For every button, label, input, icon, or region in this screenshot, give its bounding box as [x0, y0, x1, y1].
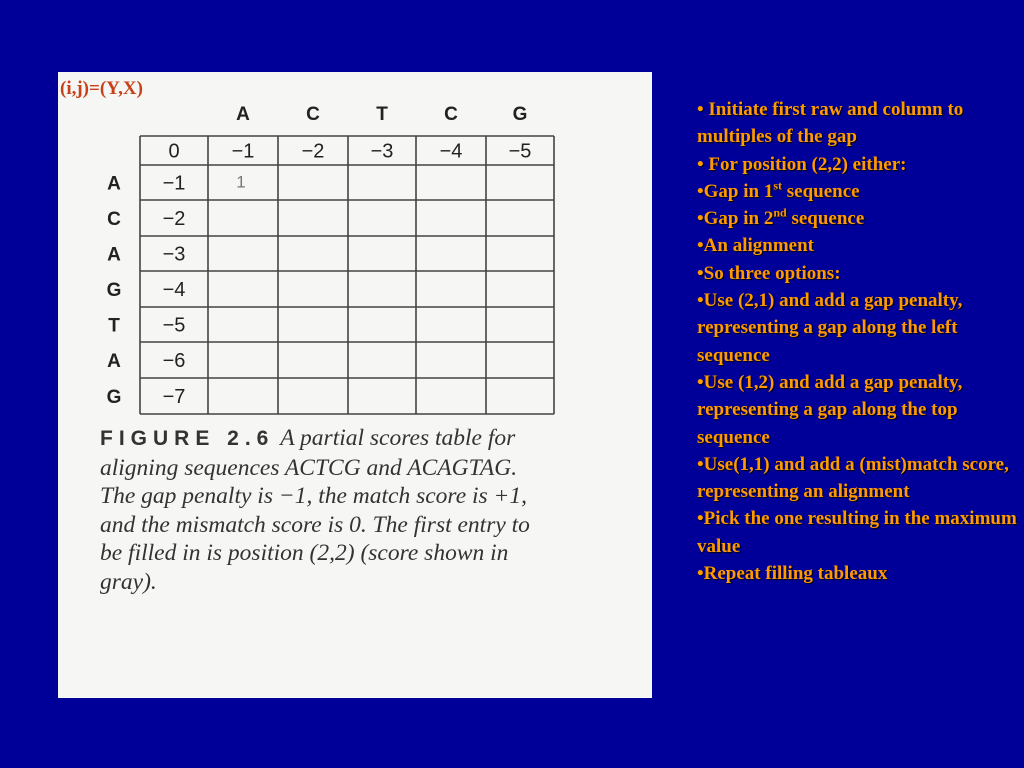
table-cell: −4 [439, 140, 463, 163]
figure-caption-text: A partial scores table for aligning sequences ACTCG and ACAGTAG. The gap penalty is −1, the match score is +1, and the mismatch score is 0. The first entry to be filled in is position (2,2) (score shown in gray). [100, 425, 530, 595]
bullet-item: •Pick the one resulting in the maximum value [697, 508, 1017, 557]
table-cell: −5 [162, 314, 186, 337]
column-label: T [376, 104, 388, 125]
column-labels [236, 104, 527, 125]
bullet-item: •Repeat filling tableaux [697, 563, 888, 585]
bullet-item [697, 205, 1022, 232]
figure-scan-image [58, 72, 652, 698]
table-cell: −4 [162, 279, 186, 301]
bullet-item: •An alignment [697, 235, 814, 257]
figure-caption-label: FIGURE 2.6 [100, 427, 275, 450]
table-cell: −2 [301, 140, 325, 163]
bullet-item: •Use(1,1) and add a (mist)match score, representing an alignment [697, 453, 1009, 503]
column-label: G [512, 104, 528, 125]
coordinate-label: (i,j)=(Y,X) [60, 78, 143, 99]
row-label: G [106, 387, 122, 408]
bullet-item: •So three options: [697, 262, 841, 284]
column-label: C [444, 104, 458, 125]
grid-lines [140, 136, 554, 414]
table-cell: −6 [162, 350, 186, 372]
row-label: T [108, 315, 120, 337]
row-label: A [107, 351, 121, 372]
row-label: A [107, 173, 121, 195]
table-cell: −3 [370, 140, 394, 163]
row-label: A [107, 244, 121, 266]
ordinal-suffix: nd [773, 205, 787, 220]
table-cell: −3 [162, 243, 186, 266]
bullet-text: sequence [782, 180, 860, 202]
bullet-item: • For position (2,2) either: [697, 153, 907, 175]
first-column-values [163, 173, 186, 409]
column-label: C [306, 104, 320, 125]
gray-score-cell: 1 [236, 172, 246, 192]
bullet-text: •Gap in 1 [697, 180, 774, 202]
table-cell: 0 [168, 140, 180, 163]
table-cell: −7 [162, 386, 186, 408]
ordinal-suffix: st [773, 178, 783, 193]
table-cell: −5 [508, 140, 532, 163]
bullet-item: •Use (1,2) and add a gap penalty, representing a gap along the top sequence [697, 371, 963, 448]
table-cell: −1 [162, 172, 186, 195]
bullet-item [697, 178, 1022, 205]
scores-table [58, 72, 652, 432]
bullet-text: sequence [786, 208, 865, 230]
row-labels [107, 174, 122, 409]
row-label: C [107, 209, 121, 230]
bullet-item: •Use (2,1) and add a gap penalty, representing a gap along the left sequence [697, 290, 963, 366]
table-cell: −1 [231, 140, 255, 163]
column-label: A [236, 104, 250, 125]
first-row-values [168, 141, 531, 163]
bullet-item: • Initiate first raw and column to multiples of the gap [697, 99, 964, 148]
figure-caption [100, 424, 550, 596]
bullet-list [697, 96, 1022, 587]
bullet-text: •Gap in 2 [697, 208, 774, 230]
table-cell: −2 [162, 208, 186, 230]
row-label: G [106, 280, 122, 301]
